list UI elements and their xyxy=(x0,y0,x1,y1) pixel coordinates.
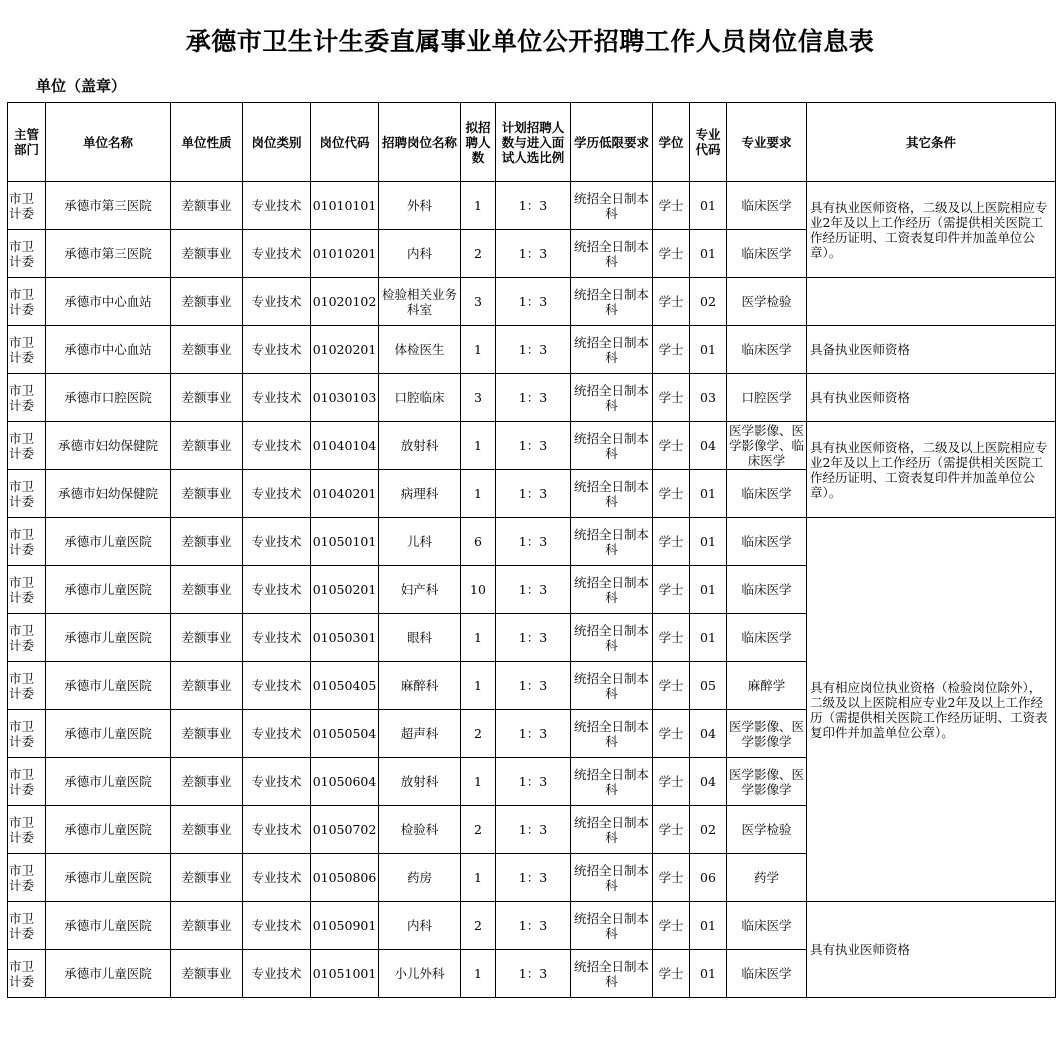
cell-code: 01010101 xyxy=(311,182,379,230)
cell-major: 医学影像、医学影像学 xyxy=(727,710,807,758)
cell-category: 专业技术 xyxy=(243,422,311,470)
cell-ratio: 1：3 xyxy=(496,614,571,662)
cell-nature: 差额事业 xyxy=(171,566,243,614)
header-other: 其它条件 xyxy=(807,103,1056,182)
cell-edu: 统招全日制本科 xyxy=(571,854,653,902)
cell-ratio: 1：3 xyxy=(496,518,571,566)
cell-major-code: 04 xyxy=(690,422,727,470)
cell-ratio: 1：3 xyxy=(496,854,571,902)
cell-major-code: 01 xyxy=(690,230,727,278)
cell-edu: 统招全日制本科 xyxy=(571,326,653,374)
cell-unit: 承德市口腔医院 xyxy=(46,374,171,422)
cell-code: 01040104 xyxy=(311,422,379,470)
header-ratio: 计划招聘人数与进入面试人选比例 xyxy=(496,103,571,182)
header-count: 拟招聘人数 xyxy=(461,103,496,182)
cell-edu: 统招全日制本科 xyxy=(571,230,653,278)
cell-ratio: 1：3 xyxy=(496,230,571,278)
cell-degree: 学士 xyxy=(653,662,690,710)
cell-other-conditions: 具有执业医师资格，二级及以上医院相应专业2年及以上工作经历（需提供相关医院工作经历证明、工资表复印件并加盖单位公章）。 xyxy=(807,422,1056,518)
cell-edu: 统招全日制本科 xyxy=(571,566,653,614)
cell-major: 医学检验 xyxy=(727,806,807,854)
cell-dept: 市卫计委 xyxy=(8,182,46,230)
cell-ratio: 1：3 xyxy=(496,566,571,614)
cell-category: 专业技术 xyxy=(243,470,311,518)
cell-unit: 承德市妇幼保健院 xyxy=(46,422,171,470)
cell-count: 1 xyxy=(461,854,496,902)
cell-major: 临床医学 xyxy=(727,902,807,950)
cell-category: 专业技术 xyxy=(243,230,311,278)
cell-unit: 承德市儿童医院 xyxy=(46,566,171,614)
cell-code: 01050702 xyxy=(311,806,379,854)
cell-nature: 差额事业 xyxy=(171,806,243,854)
cell-ratio: 1：3 xyxy=(496,470,571,518)
header-edu: 学历低限要求 xyxy=(571,103,653,182)
cell-ratio: 1：3 xyxy=(496,278,571,326)
cell-post: 眼科 xyxy=(379,614,461,662)
cell-unit: 承德市中心血站 xyxy=(46,326,171,374)
cell-count: 2 xyxy=(461,230,496,278)
cell-post: 检验相关业务科室 xyxy=(379,278,461,326)
header-degree: 学位 xyxy=(653,103,690,182)
cell-unit: 承德市妇幼保健院 xyxy=(46,470,171,518)
cell-other-conditions: 具有执业医师资格 xyxy=(807,374,1056,422)
cell-dept: 市卫计委 xyxy=(8,422,46,470)
page-title: 承德市卫生计生委直属事业单位公开招聘工作人员岗位信息表 xyxy=(185,27,875,56)
cell-edu: 统招全日制本科 xyxy=(571,374,653,422)
cell-dept: 市卫计委 xyxy=(8,902,46,950)
cell-category: 专业技术 xyxy=(243,854,311,902)
cell-major: 口腔医学 xyxy=(727,374,807,422)
cell-code: 01050901 xyxy=(311,902,379,950)
cell-other-conditions xyxy=(807,278,1056,326)
cell-major-code: 01 xyxy=(690,326,727,374)
cell-post: 妇产科 xyxy=(379,566,461,614)
cell-dept: 市卫计委 xyxy=(8,374,46,422)
cell-category: 专业技术 xyxy=(243,806,311,854)
cell-dept: 市卫计委 xyxy=(8,854,46,902)
cell-nature: 差额事业 xyxy=(171,374,243,422)
cell-nature: 差额事业 xyxy=(171,950,243,998)
cell-post: 小儿外科 xyxy=(379,950,461,998)
cell-count: 1 xyxy=(461,614,496,662)
cell-code: 01050806 xyxy=(311,854,379,902)
cell-edu: 统招全日制本科 xyxy=(571,422,653,470)
cell-dept: 市卫计委 xyxy=(8,326,46,374)
cell-code: 01040201 xyxy=(311,470,379,518)
cell-degree: 学士 xyxy=(653,806,690,854)
cell-major: 医学检验 xyxy=(727,278,807,326)
cell-category: 专业技术 xyxy=(243,950,311,998)
cell-dept: 市卫计委 xyxy=(8,950,46,998)
cell-unit: 承德市第三医院 xyxy=(46,182,171,230)
cell-dept: 市卫计委 xyxy=(8,230,46,278)
cell-major-code: 01 xyxy=(690,614,727,662)
cell-nature: 差额事业 xyxy=(171,422,243,470)
cell-major-code: 01 xyxy=(690,566,727,614)
cell-edu: 统招全日制本科 xyxy=(571,518,653,566)
cell-major-code: 01 xyxy=(690,950,727,998)
cell-edu: 统招全日制本科 xyxy=(571,950,653,998)
cell-code: 01010201 xyxy=(311,230,379,278)
cell-count: 1 xyxy=(461,422,496,470)
cell-unit: 承德市儿童医院 xyxy=(46,662,171,710)
cell-count: 1 xyxy=(461,182,496,230)
cell-edu: 统招全日制本科 xyxy=(571,806,653,854)
cell-post: 口腔临床 xyxy=(379,374,461,422)
cell-dept: 市卫计委 xyxy=(8,662,46,710)
table-row xyxy=(8,182,1056,230)
cell-major: 医学影像、医学影像学 xyxy=(727,758,807,806)
cell-unit: 承德市儿童医院 xyxy=(46,950,171,998)
cell-count: 1 xyxy=(461,950,496,998)
cell-major: 临床医学 xyxy=(727,182,807,230)
cell-degree: 学士 xyxy=(653,518,690,566)
cell-count: 2 xyxy=(461,710,496,758)
cell-code: 01050301 xyxy=(311,614,379,662)
cell-major-code: 01 xyxy=(690,902,727,950)
header-major: 专业要求 xyxy=(727,103,807,182)
cell-dept: 市卫计委 xyxy=(8,278,46,326)
header-post: 招聘岗位名称 xyxy=(379,103,461,182)
cell-post: 病理科 xyxy=(379,470,461,518)
cell-edu: 统招全日制本科 xyxy=(571,662,653,710)
cell-ratio: 1：3 xyxy=(496,806,571,854)
cell-other-conditions: 具备执业医师资格 xyxy=(807,326,1056,374)
cell-major-code: 01 xyxy=(690,518,727,566)
cell-degree: 学士 xyxy=(653,326,690,374)
cell-unit: 承德市儿童医院 xyxy=(46,902,171,950)
cell-ratio: 1：3 xyxy=(496,662,571,710)
cell-nature: 差额事业 xyxy=(171,518,243,566)
cell-nature: 差额事业 xyxy=(171,278,243,326)
cell-major-code: 03 xyxy=(690,374,727,422)
cell-nature: 差额事业 xyxy=(171,758,243,806)
unit-stamp-label: 单位（盖章） xyxy=(36,77,127,95)
cell-ratio: 1：3 xyxy=(496,950,571,998)
cell-major: 临床医学 xyxy=(727,470,807,518)
cell-nature: 差额事业 xyxy=(171,230,243,278)
cell-unit: 承德市中心血站 xyxy=(46,278,171,326)
cell-code: 01030103 xyxy=(311,374,379,422)
cell-unit: 承德市儿童医院 xyxy=(46,806,171,854)
cell-nature: 差额事业 xyxy=(171,182,243,230)
cell-category: 专业技术 xyxy=(243,614,311,662)
header-code: 岗位代码 xyxy=(311,103,379,182)
cell-major: 临床医学 xyxy=(727,230,807,278)
recruitment-table xyxy=(7,102,1056,998)
cell-code: 01050405 xyxy=(311,662,379,710)
table-row xyxy=(8,278,1056,326)
cell-major-code: 04 xyxy=(690,710,727,758)
cell-degree: 学士 xyxy=(653,374,690,422)
cell-post: 外科 xyxy=(379,182,461,230)
cell-nature: 差额事业 xyxy=(171,854,243,902)
header-nature: 单位性质 xyxy=(171,103,243,182)
cell-count: 2 xyxy=(461,806,496,854)
cell-dept: 市卫计委 xyxy=(8,758,46,806)
cell-major: 临床医学 xyxy=(727,566,807,614)
cell-post: 儿科 xyxy=(379,518,461,566)
cell-other-conditions: 具有执业医师资格，二级及以上医院相应专业2年及以上工作经历（需提供相关医院工作经历证明、工资表复印件并加盖单位公章）。 xyxy=(807,182,1056,278)
cell-post: 药房 xyxy=(379,854,461,902)
cell-degree: 学士 xyxy=(653,566,690,614)
cell-category: 专业技术 xyxy=(243,374,311,422)
cell-edu: 统招全日制本科 xyxy=(571,710,653,758)
cell-major-code: 04 xyxy=(690,758,727,806)
header-dept: 主管部门 xyxy=(8,103,46,182)
cell-category: 专业技术 xyxy=(243,758,311,806)
cell-nature: 差额事业 xyxy=(171,614,243,662)
cell-degree: 学士 xyxy=(653,422,690,470)
cell-major-code: 02 xyxy=(690,806,727,854)
table-row xyxy=(8,326,1056,374)
cell-major-code: 01 xyxy=(690,182,727,230)
cell-dept: 市卫计委 xyxy=(8,518,46,566)
cell-post: 体检医生 xyxy=(379,326,461,374)
cell-code: 01050504 xyxy=(311,710,379,758)
cell-ratio: 1：3 xyxy=(496,182,571,230)
cell-post: 麻醉科 xyxy=(379,662,461,710)
cell-other-conditions: 具有相应岗位执业资格（检验岗位除外），二级及以上医院相应专业2年及以上工作经历（需提供相关医院工作经历证明、工资表复印件并加盖单位公章）。 xyxy=(807,518,1056,902)
cell-category: 专业技术 xyxy=(243,182,311,230)
cell-degree: 学士 xyxy=(653,710,690,758)
table-row xyxy=(8,422,1056,470)
cell-count: 6 xyxy=(461,518,496,566)
cell-degree: 学士 xyxy=(653,950,690,998)
table-row xyxy=(8,902,1056,950)
cell-major: 药学 xyxy=(727,854,807,902)
header-category: 岗位类别 xyxy=(243,103,311,182)
cell-count: 1 xyxy=(461,470,496,518)
cell-post: 内科 xyxy=(379,230,461,278)
cell-degree: 学士 xyxy=(653,854,690,902)
cell-edu: 统招全日制本科 xyxy=(571,470,653,518)
cell-code: 01050101 xyxy=(311,518,379,566)
cell-edu: 统招全日制本科 xyxy=(571,278,653,326)
cell-code: 01050201 xyxy=(311,566,379,614)
cell-dept: 市卫计委 xyxy=(8,566,46,614)
cell-ratio: 1：3 xyxy=(496,758,571,806)
cell-ratio: 1：3 xyxy=(496,326,571,374)
cell-degree: 学士 xyxy=(653,230,690,278)
cell-major-code: 05 xyxy=(690,662,727,710)
cell-category: 专业技术 xyxy=(243,278,311,326)
cell-major-code: 01 xyxy=(690,470,727,518)
cell-count: 1 xyxy=(461,326,496,374)
cell-post: 超声科 xyxy=(379,710,461,758)
cell-category: 专业技术 xyxy=(243,518,311,566)
cell-ratio: 1：3 xyxy=(496,422,571,470)
header-unit: 单位名称 xyxy=(46,103,171,182)
cell-degree: 学士 xyxy=(653,902,690,950)
cell-dept: 市卫计委 xyxy=(8,614,46,662)
cell-degree: 学士 xyxy=(653,758,690,806)
cell-degree: 学士 xyxy=(653,614,690,662)
cell-ratio: 1：3 xyxy=(496,710,571,758)
cell-edu: 统招全日制本科 xyxy=(571,182,653,230)
cell-unit: 承德市儿童医院 xyxy=(46,710,171,758)
cell-degree: 学士 xyxy=(653,470,690,518)
cell-post: 放射科 xyxy=(379,422,461,470)
cell-code: 01020201 xyxy=(311,326,379,374)
cell-code: 01051001 xyxy=(311,950,379,998)
cell-edu: 统招全日制本科 xyxy=(571,614,653,662)
table-row xyxy=(8,518,1056,566)
cell-edu: 统招全日制本科 xyxy=(571,902,653,950)
cell-category: 专业技术 xyxy=(243,566,311,614)
cell-count: 3 xyxy=(461,278,496,326)
cell-major: 医学影像、医学影像学、临床医学 xyxy=(727,422,807,470)
cell-ratio: 1：3 xyxy=(496,902,571,950)
cell-count: 1 xyxy=(461,758,496,806)
cell-unit: 承德市儿童医院 xyxy=(46,518,171,566)
cell-major-code: 02 xyxy=(690,278,727,326)
cell-count: 1 xyxy=(461,662,496,710)
cell-post: 内科 xyxy=(379,902,461,950)
cell-major: 临床医学 xyxy=(727,518,807,566)
cell-category: 专业技术 xyxy=(243,710,311,758)
header-major-code: 专业代码 xyxy=(690,103,727,182)
cell-degree: 学士 xyxy=(653,278,690,326)
cell-unit: 承德市儿童医院 xyxy=(46,854,171,902)
cell-post: 检验科 xyxy=(379,806,461,854)
cell-ratio: 1：3 xyxy=(496,374,571,422)
cell-count: 2 xyxy=(461,902,496,950)
cell-code: 01020102 xyxy=(311,278,379,326)
cell-unit: 承德市儿童医院 xyxy=(46,758,171,806)
cell-code: 01050604 xyxy=(311,758,379,806)
cell-count: 3 xyxy=(461,374,496,422)
cell-category: 专业技术 xyxy=(243,902,311,950)
cell-degree: 学士 xyxy=(653,182,690,230)
cell-dept: 市卫计委 xyxy=(8,710,46,758)
cell-nature: 差额事业 xyxy=(171,662,243,710)
cell-category: 专业技术 xyxy=(243,326,311,374)
cell-major-code: 06 xyxy=(690,854,727,902)
cell-unit: 承德市第三医院 xyxy=(46,230,171,278)
header-row xyxy=(8,103,1056,182)
cell-dept: 市卫计委 xyxy=(8,806,46,854)
cell-nature: 差额事业 xyxy=(171,710,243,758)
cell-major: 临床医学 xyxy=(727,326,807,374)
cell-major: 麻醉学 xyxy=(727,662,807,710)
cell-nature: 差额事业 xyxy=(171,470,243,518)
cell-category: 专业技术 xyxy=(243,662,311,710)
cell-count: 10 xyxy=(461,566,496,614)
cell-nature: 差额事业 xyxy=(171,326,243,374)
cell-unit: 承德市儿童医院 xyxy=(46,614,171,662)
table-body xyxy=(8,182,1056,998)
cell-dept: 市卫计委 xyxy=(8,470,46,518)
cell-edu: 统招全日制本科 xyxy=(571,758,653,806)
cell-nature: 差额事业 xyxy=(171,902,243,950)
cell-major: 临床医学 xyxy=(727,614,807,662)
table-row xyxy=(8,374,1056,422)
cell-post: 放射科 xyxy=(379,758,461,806)
cell-major: 临床医学 xyxy=(727,950,807,998)
cell-other-conditions: 具有执业医师资格 xyxy=(807,902,1056,998)
